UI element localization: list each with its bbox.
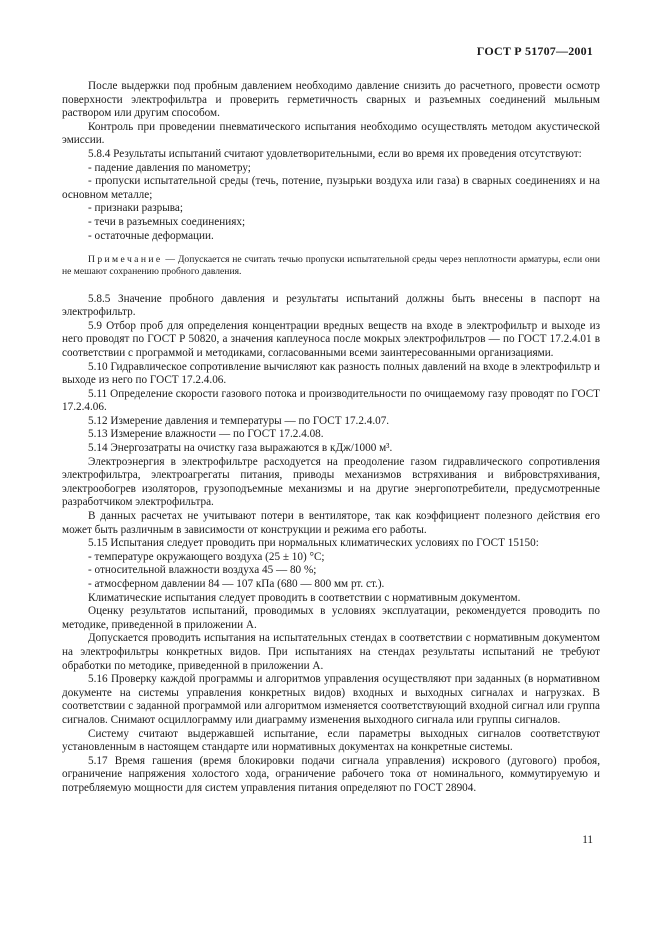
paragraph: Оценку результатов испытаний, проводимых в условиях эксплуатации, рекомендуется проводить по методике, приведенной в приложении А. xyxy=(62,605,600,631)
paragraph: Электроэнергия в электрофильтре расходуется на преодоление газом гидравлического сопротивления электрофильтра, электроагрегаты питания, приводы механизмов встряхивания и вибровстряхивания, электрообогрев изоляторов, грузоподъемные механизмы и на другие энергопотребители, предусмотренные разработчиком электрофильтра. xyxy=(62,455,600,509)
paragraph: 5.10 Гидравлическое сопротивление вычисляют как разность полных давлений на входе в электрофильтр и выходе из него по ГОСТ 17.2.4.06. xyxy=(62,360,600,387)
paragraph: В данных расчетах не учитывают потери в вентиляторе, так как коэффициент полезного действия его может быть различным в зависимости от конструкции и режима его работы. xyxy=(62,510,600,536)
list-item: - температуре окружающего воздуха (25 ± 10) °С; xyxy=(88,550,325,563)
note-label: Примечание xyxy=(88,254,163,266)
document-body xyxy=(62,80,600,796)
paragraph: 5.17 Время гашения (время блокировки подачи сигнала управления) искрового (дугового) пробоя, ограничение напряжения холостого хода, ограничение рабочего тока от номинального, коммутируемую и потребляемую мощности для систем управления питания определяют по ГОСТ 28904. xyxy=(62,754,600,794)
paragraph: 5.8.5 Значение пробного давления и результаты испытаний должны быть внесены в паспорт на электрофильтр. xyxy=(62,292,600,319)
list-item: - падение давления по манометру; xyxy=(88,161,251,174)
paragraph: 5.16 Проверку каждой программы и алгоритмов управления осуществляют при заданных (в нормативном документе на системы управления конкретных видов) входных и выходных сигналах и нагрузках. В соответствии с заданной программой или алгоритмом изменяется соответствующий входной сигнал или группа сигналов. Снимают осциллограмму или диаграмму изменения выходного сигнала или группы сигналов. xyxy=(62,673,600,726)
page-number: 11 xyxy=(582,834,593,846)
paragraph: 5.13 Измерение влажности — по ГОСТ 17.2.4.08. xyxy=(88,428,324,441)
paragraph: 5.9 Отбор проб для определения концентрации вредных веществ на входе в электрофильтр и выходе из него проводят по ГОСТ Р 50820, а значения каплеуноса после мокрых электрофильтров — по ГОСТ 17.2.4.01 в соответствии с программой и методиками, согласованными всеми заинтересованными организациями. xyxy=(62,319,600,359)
paragraph: Допускается проводить испытания на испытательных стендах в соответствии с нормативным документом на электрофильтры конкретных видов. При испытаниях на стендах результаты испытаний не требуют обработки по методике, приведенной в приложении А. xyxy=(62,632,600,672)
paragraph: 5.12 Измерение давления и температуры — по ГОСТ 17.2.4.07. xyxy=(88,414,390,427)
document-header-code: ГОСТ Р 51707—2001 xyxy=(476,44,593,58)
paragraph: Контроль при проведении пневматического испытания необходимо осуществлять методом акустической эмиссии. xyxy=(62,120,600,147)
paragraph: Климатические испытания следует проводить в соответствии с нормативным документом. xyxy=(88,591,521,604)
list-item: - относительной влажности воздуха 45 — 80 %; xyxy=(88,564,317,577)
paragraph: 5.15 Испытания следует проводить при нормальных климатических условиях по ГОСТ 15150: xyxy=(88,537,539,550)
list-item: - пропуски испытательной среды (течь, потение, пузырьки воздуха или газа) в сварных соединениях и на основном металле; xyxy=(62,175,600,201)
list-item: - остаточные деформации. xyxy=(88,229,214,242)
paragraph: После выдержки под пробным давлением необходимо давление снизить до расчетного, провести осмотр поверхности электрофильтра и проверить герметичность сварных и разъемных соединений мыльным раствором или другим способом. xyxy=(62,80,600,120)
paragraph: 5.11 Определение скорости газового потока и производительности по очищаемому газу проводят по ГОСТ 17.2.4.06. xyxy=(62,387,600,414)
paragraph: Систему считают выдержавшей испытание, если параметры выходных сигналов соответствуют установленным в настоящем стандарте или нормативных документах на конкретные системы. xyxy=(62,727,600,754)
note-text: — Допускается не считать течью пропуски испытательной среды через неплотности арматуры, если они не мешают сохранению пробного давления. xyxy=(62,254,600,278)
note-block xyxy=(62,254,600,278)
paragraph: 5.14 Энергозатраты на очистку газа выражаются в кДж/1000 м³. xyxy=(88,442,393,455)
paragraph: 5.8.4 Результаты испытаний считают удовлетворительными, если во время их проведения отсутствуют: xyxy=(88,147,582,160)
list-item: - течи в разъемных соединениях; xyxy=(88,215,246,228)
list-item: - признаки разрыва; xyxy=(88,202,183,215)
list-item: - атмосферном давлении 84 — 107 кПа (680 — 800 мм рт. ст.). xyxy=(88,578,385,590)
